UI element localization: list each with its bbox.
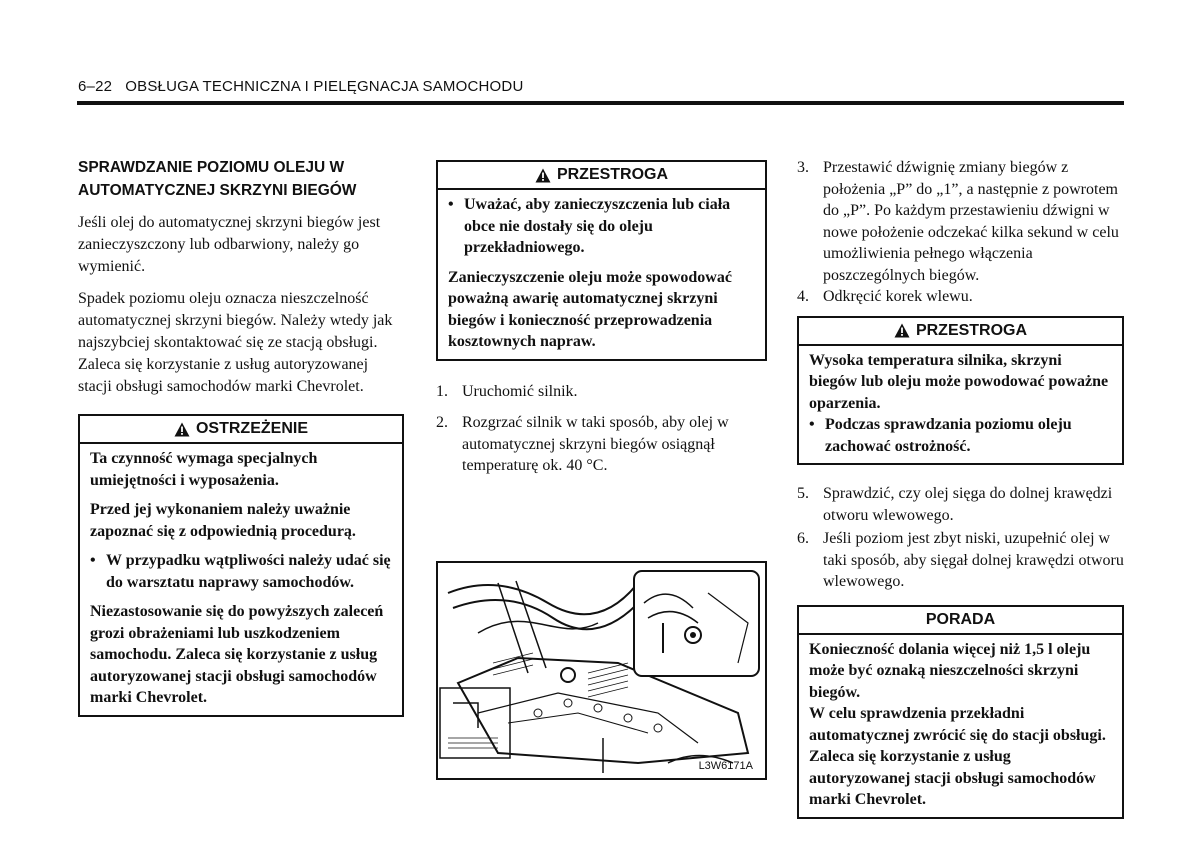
page-header (78, 78, 524, 95)
header-rule (77, 101, 1124, 105)
warning-triangle-icon (535, 168, 551, 183)
step-item (797, 483, 1124, 526)
step-text: Odkręcić korek wlewu. (823, 288, 973, 305)
step-text: Jeśli poziom jest zbyt niski, uzupełnić olej w taki sposób, aby sięgał dolnej krawędzi otworu wlewowego. (823, 530, 1124, 590)
warning-heading-text: OSTRZEŻENIE (195, 420, 308, 437)
caution-text-1: Wysoka temperatura silnika, skrzyni biegów lub oleju może powodować poważne oparzenia. (809, 351, 1109, 412)
caution-box-temperature (797, 316, 1124, 466)
warning-box (78, 414, 404, 717)
caution-box-contamination (436, 160, 767, 361)
step-text: Przestawić dźwignię zmiany biegów z położenia „P” do „1”, a następnie z powrotem do „P”. Po każdym przestawieniu dźwigni w nowe położenie odczekać kilka sekund w celu umożliwienia pełnego włączenia poszczególnych biegów. (823, 159, 1119, 284)
section-title-line-2: AUTOMATYCZNEJ SKRZYNI BIEGÓW (78, 182, 357, 199)
step-number: 3. (797, 159, 809, 176)
column-1 (78, 150, 404, 717)
caution-bullet (448, 194, 755, 259)
warning-box-heading (80, 416, 402, 444)
step-number: 5. (797, 485, 809, 502)
note-text-1: Konieczność dolania więcej niż 1,5 l oleju może być oznaką nieszczelności skrzyni biegów. (809, 640, 1091, 701)
page-number: 6–22 (78, 78, 113, 95)
step-number: 6. (797, 530, 809, 547)
column-3 (797, 157, 1124, 819)
note-box-body (799, 635, 1122, 817)
warning-triangle-icon (174, 422, 190, 437)
bullet-dot: • (90, 552, 96, 569)
column-2 (436, 160, 767, 477)
paragraph-oil-level-drop: Spadek poziomu oleju oznacza nieszczelność automatycznej skrzyni biegów. Należy wtedy jak najszybciej skontaktować się ze stacją obsługi. Zaleca się korzystanie z usług autoryzowanej stacji obsługi samochodów marki Chevrolet. (78, 290, 393, 395)
steps-list-3 (797, 483, 1124, 593)
steps-list-2 (797, 157, 1124, 308)
warning-text-1: Ta czynność wymaga specjalnych umiejętności i wyposażenia. (90, 450, 318, 489)
step-text: Uruchomić silnik. (462, 382, 578, 400)
step-number: 4. (797, 288, 809, 305)
caution-box-heading (799, 318, 1122, 346)
caution-box-heading (438, 162, 765, 190)
caution-box-body (799, 346, 1122, 464)
caution-heading-text: PRZESTROGA (556, 166, 669, 183)
bullet-dot: • (448, 196, 454, 213)
caution-bullet-text: Uważać, aby zanieczyszczenia lub ciała obce nie dostały się do oleju przekładniowego. (464, 196, 731, 256)
step-text: Sprawdzić, czy olej sięga do dolnej krawędzi otworu wlewowego. (823, 485, 1113, 524)
note-text-2: W celu sprawdzenia przekładni automatycznej zwrócić się do stacji obsługi. Zaleca się korzystanie z usług autoryzowanej stacji obsługi samochodów marki Chevrolet. (809, 705, 1106, 808)
step-item (797, 286, 1124, 308)
step-item (436, 412, 767, 477)
caution-heading-text: PRZESTROGA (915, 321, 1028, 339)
chapter-title: OBSŁUGA TECHNICZNA I PIELĘGNACJA SAMOCHODU (125, 78, 524, 95)
step-text: Rozgrzać silnik w taki sposób, aby olej w automatycznej skrzyni biegów osiągnął temperaturę ok. 40 °C. (462, 414, 729, 474)
steps-list-1 (436, 381, 767, 477)
step-item (797, 157, 1124, 286)
warning-text-2: Przed jej wykonaniem należy uważnie zapoznać się z odpowiednią procedurą. (90, 501, 356, 540)
warning-triangle-icon (894, 323, 910, 338)
note-box-heading (799, 607, 1122, 635)
section-title (78, 156, 404, 202)
transmission-drawing (438, 563, 765, 778)
figure-code: L3W6171A (698, 760, 753, 772)
caution-bullet (809, 414, 1112, 457)
step-item (436, 381, 767, 403)
bullet-dot: • (809, 416, 815, 433)
step-number: 1. (436, 382, 448, 400)
section-title-line-1: SPRAWDZANIE POZIOMU OLEJU W (78, 159, 345, 176)
step-item (797, 528, 1124, 593)
caution-bullet-text: Podczas sprawdzania poziomu oleju zachować ostrożność. (825, 416, 1072, 455)
note-box (797, 605, 1124, 819)
caution-box-body (438, 190, 765, 359)
warning-bullet (90, 550, 392, 593)
step-number: 2. (436, 414, 448, 431)
transmission-illustration (436, 561, 767, 780)
paragraph-oil-contamination: Jeśli olej do automatycznej skrzyni biegów jest zanieczyszczony lub odbarwiony, należy go wymienić. (78, 214, 381, 275)
warning-bullet-text: W przypadku wątpliwości należy udać się do warsztatu naprawy samochodów. (106, 552, 391, 591)
warning-box-body (80, 444, 402, 715)
note-heading-text: PORADA (925, 610, 996, 628)
warning-text-3: Niezastosowanie się do powyższych zaleceń grozi obrażeniami lub uszkodzeniem samochodu. Zaleca się korzystanie z usług autoryzowanej stacji obsługi samochodów marki Chevrolet. (90, 603, 384, 706)
caution-text-1: Zanieczyszczenie oleju może spowodować poważną awarię automatycznej skrzyni biegów i konieczność przeprowadzenia kosztownych napraw. (448, 268, 732, 350)
